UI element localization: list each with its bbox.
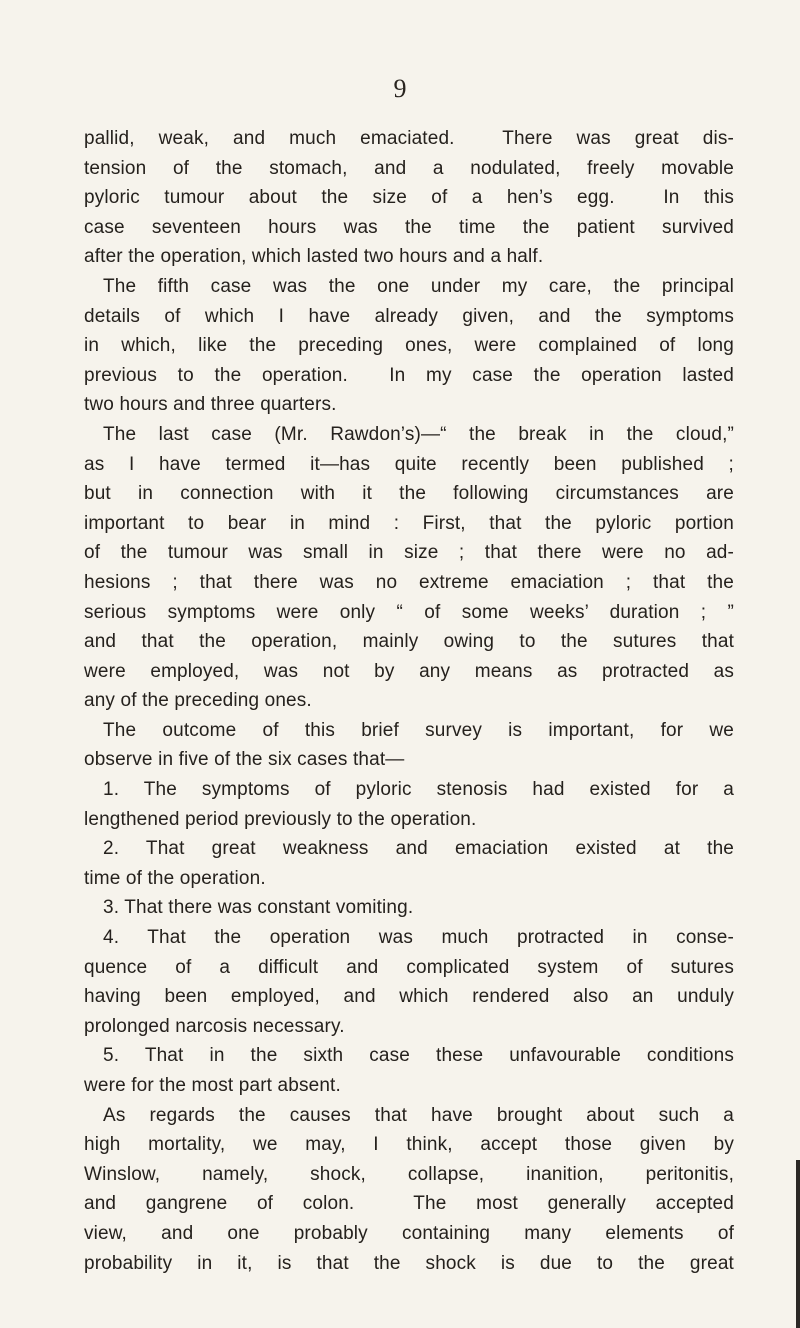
text-line: important to bear in mind : First, that the pyloric portion bbox=[84, 512, 734, 534]
text-line: time of the operation. bbox=[84, 867, 266, 889]
text-line: The last case (Mr. Rawdon’s)—“ the break in the cloud,” bbox=[103, 423, 734, 445]
page-edge-shadow bbox=[796, 1160, 800, 1328]
text-line: pyloric tumour about the size of a hen’s egg. In this bbox=[84, 187, 734, 209]
text-line: Winslow, namely, shock, collapse, inanition, peritonitis, bbox=[84, 1163, 734, 1185]
text-line: after the operation, which lasted two hours and a half. bbox=[84, 246, 544, 268]
page-number: 9 bbox=[393, 74, 407, 103]
text-line: As regards the causes that have brought about such a bbox=[103, 1104, 734, 1126]
text-line: 5. That in the sixth case these unfavourable conditions bbox=[103, 1045, 734, 1067]
text-line: details of which I have already given, and the symptoms bbox=[84, 305, 734, 327]
text-line: tension of the stomach, and a nodulated, freely movable bbox=[84, 157, 734, 179]
text-line: of the tumour was small in size ; that there were no ad- bbox=[84, 542, 734, 564]
text-line: hesions ; that there was no extreme emaciation ; that the bbox=[84, 571, 734, 593]
text-line: as I have termed it—has quite recently been published ; bbox=[84, 453, 734, 475]
text-line: quence of a difficult and complicated system of sutures bbox=[84, 956, 734, 978]
text-line: 4. That the operation was much protracted in conse- bbox=[103, 927, 734, 949]
text-line: but in connection with it the following circumstances are bbox=[84, 483, 734, 505]
text-line: The outcome of this brief survey is important, for we bbox=[103, 719, 734, 741]
text-line: 3. That there was constant vomiting. bbox=[103, 897, 414, 919]
text-line: were for the most part absent. bbox=[84, 1075, 341, 1096]
text-line: pallid, weak, and much emaciated. There was great dis- bbox=[84, 128, 734, 149]
text-line: prolonged narcosis necessary. bbox=[84, 1015, 345, 1037]
text-line: case seventeen hours was the time the patient survived bbox=[84, 216, 734, 238]
text-line: The fifth case was the one under my care, the principal bbox=[103, 275, 734, 297]
text-line: probability in it, is that the shock is due to the great bbox=[84, 1252, 734, 1274]
text-line: two hours and three quarters. bbox=[84, 394, 337, 416]
text-line: in which, like the preceding ones, were complained of long bbox=[84, 335, 734, 357]
text-line: 2. That great weakness and emaciation existed at the bbox=[103, 838, 734, 860]
text-line: high mortality, we may, I think, accept those given by bbox=[84, 1134, 734, 1156]
text-line: previous to the operation. In my case the operation lasted bbox=[84, 364, 734, 386]
text-line: 1. The symptoms of pyloric stenosis had existed for a bbox=[103, 779, 734, 801]
text-line: and that the operation, mainly owing to the sutures that bbox=[84, 631, 734, 653]
text-line: observe in five of the six cases that— bbox=[84, 749, 405, 771]
text-line: having been employed, and which rendered also an unduly bbox=[84, 986, 734, 1008]
text-line: lengthened period previously to the operation. bbox=[84, 808, 477, 830]
text-line: view, and one probably containing many elements of bbox=[84, 1222, 734, 1244]
text-line: were employed, was not by any means as protracted as bbox=[84, 660, 734, 682]
text-line: any of the preceding ones. bbox=[84, 690, 312, 712]
text-line: and gangrene of colon. The most generally accepted bbox=[84, 1193, 734, 1215]
body-text bbox=[84, 124, 734, 1278]
text-line: serious symptoms were only “ of some weeks’ duration ; ” bbox=[84, 601, 734, 623]
